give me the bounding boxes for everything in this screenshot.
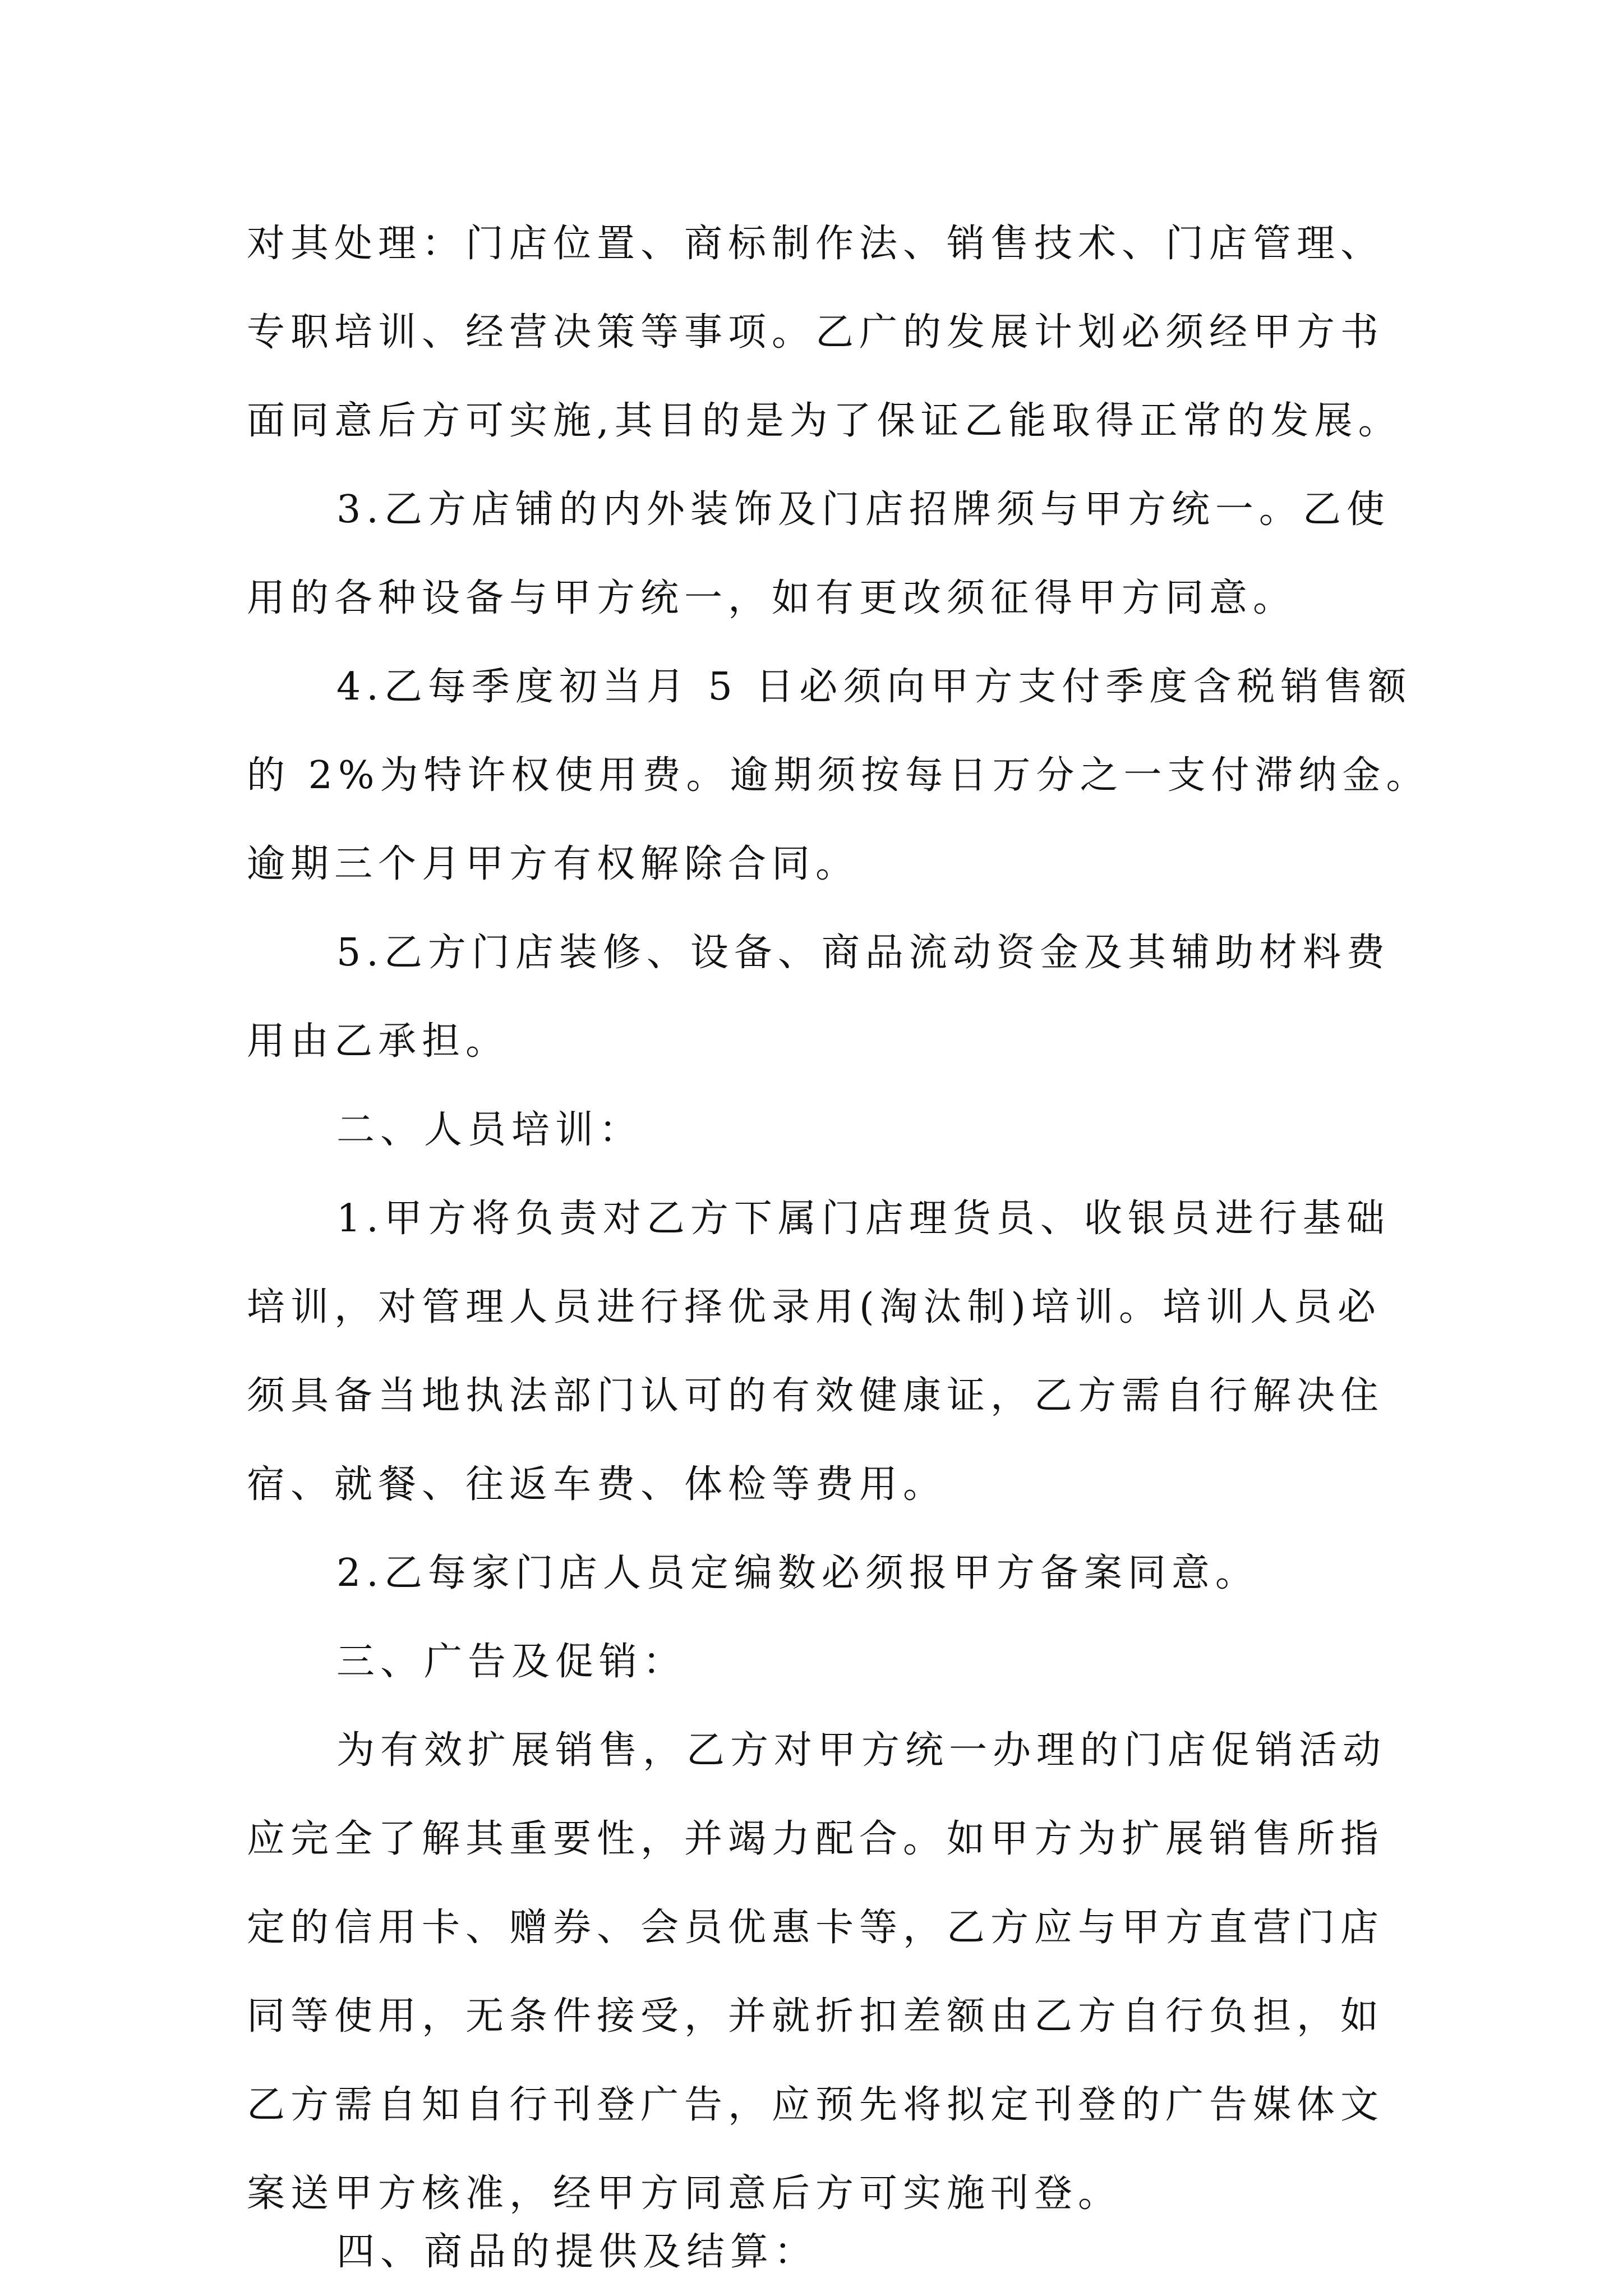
text-line: 专职培训、经营决策等事项。乙广的发展计划必须经甲方书 xyxy=(247,310,1385,355)
text-line: 4.乙每季度初当月 5 日必须向甲方支付季度含税销售额 xyxy=(336,665,1412,709)
text-line: 的 2%为特许权使用费。逾期须按每日万分之一支付滞纳金。 xyxy=(247,753,1430,798)
text-line: 同等使用，无条件接受，并就折扣差额由乙方自行负担，如 xyxy=(247,1994,1385,2039)
section-heading: 四、商品的提供及结算： xyxy=(336,2230,818,2274)
text-line: 用的各种设备与甲方统一，如有更改须征得甲方同意。 xyxy=(247,576,1297,620)
text-line: 3.乙方店铺的内外装饰及门店招牌须与甲方统一。乙使 xyxy=(336,487,1390,532)
text-line: 宿、就餐、往返车费、体检等费用。 xyxy=(247,1462,947,1507)
section-heading: 二、人员培训： xyxy=(336,1108,643,1152)
text-line: 用由乙承担。 xyxy=(247,1019,510,1064)
section-heading: 三、广告及促销： xyxy=(336,1640,687,1684)
text-line: 案送甲方核准，经甲方同意后方可实施刊登。 xyxy=(247,2171,1122,2216)
text-line: 2.乙每家门店人员定编数必须报甲方备案同意。 xyxy=(336,1551,1259,1595)
text-line: 应完全了解其重要性，并竭力配合。如甲方为扩展销售所指 xyxy=(247,1817,1385,1861)
text-line: 逾期三个月甲方有权解除合同。 xyxy=(247,842,860,886)
text-line: 对其处理：门店位置、商标制作法、销售技术、门店管理、 xyxy=(247,222,1385,266)
text-line: 定的信用卡、赠券、会员优惠卡等，乙方应与甲方直营门店 xyxy=(247,1906,1385,1950)
text-line: 培训，对管理人员进行择优录用(淘汰制)培训。培训人员必 xyxy=(247,1285,1382,1329)
text-line: 为有效扩展销售，乙方对甲方统一办理的门店促销活动 xyxy=(336,1728,1387,1773)
text-line: 1.甲方将负责对乙方下属门店理货员、收银员进行基础 xyxy=(336,1197,1390,1241)
text-line: 乙方需自知自行刊登广告，应预先将拟定刊登的广告媒体文 xyxy=(247,2083,1385,2127)
text-line: 须具备当地执法部门认可的有效健康证，乙方需自行解决住 xyxy=(247,1374,1385,1418)
text-line: 面同意后方可实施,其目的是为了保证乙能取得正常的发展。 xyxy=(247,399,1402,443)
text-line: 5.乙方门店装修、设备、商品流动资金及其辅助材料费 xyxy=(336,931,1390,975)
